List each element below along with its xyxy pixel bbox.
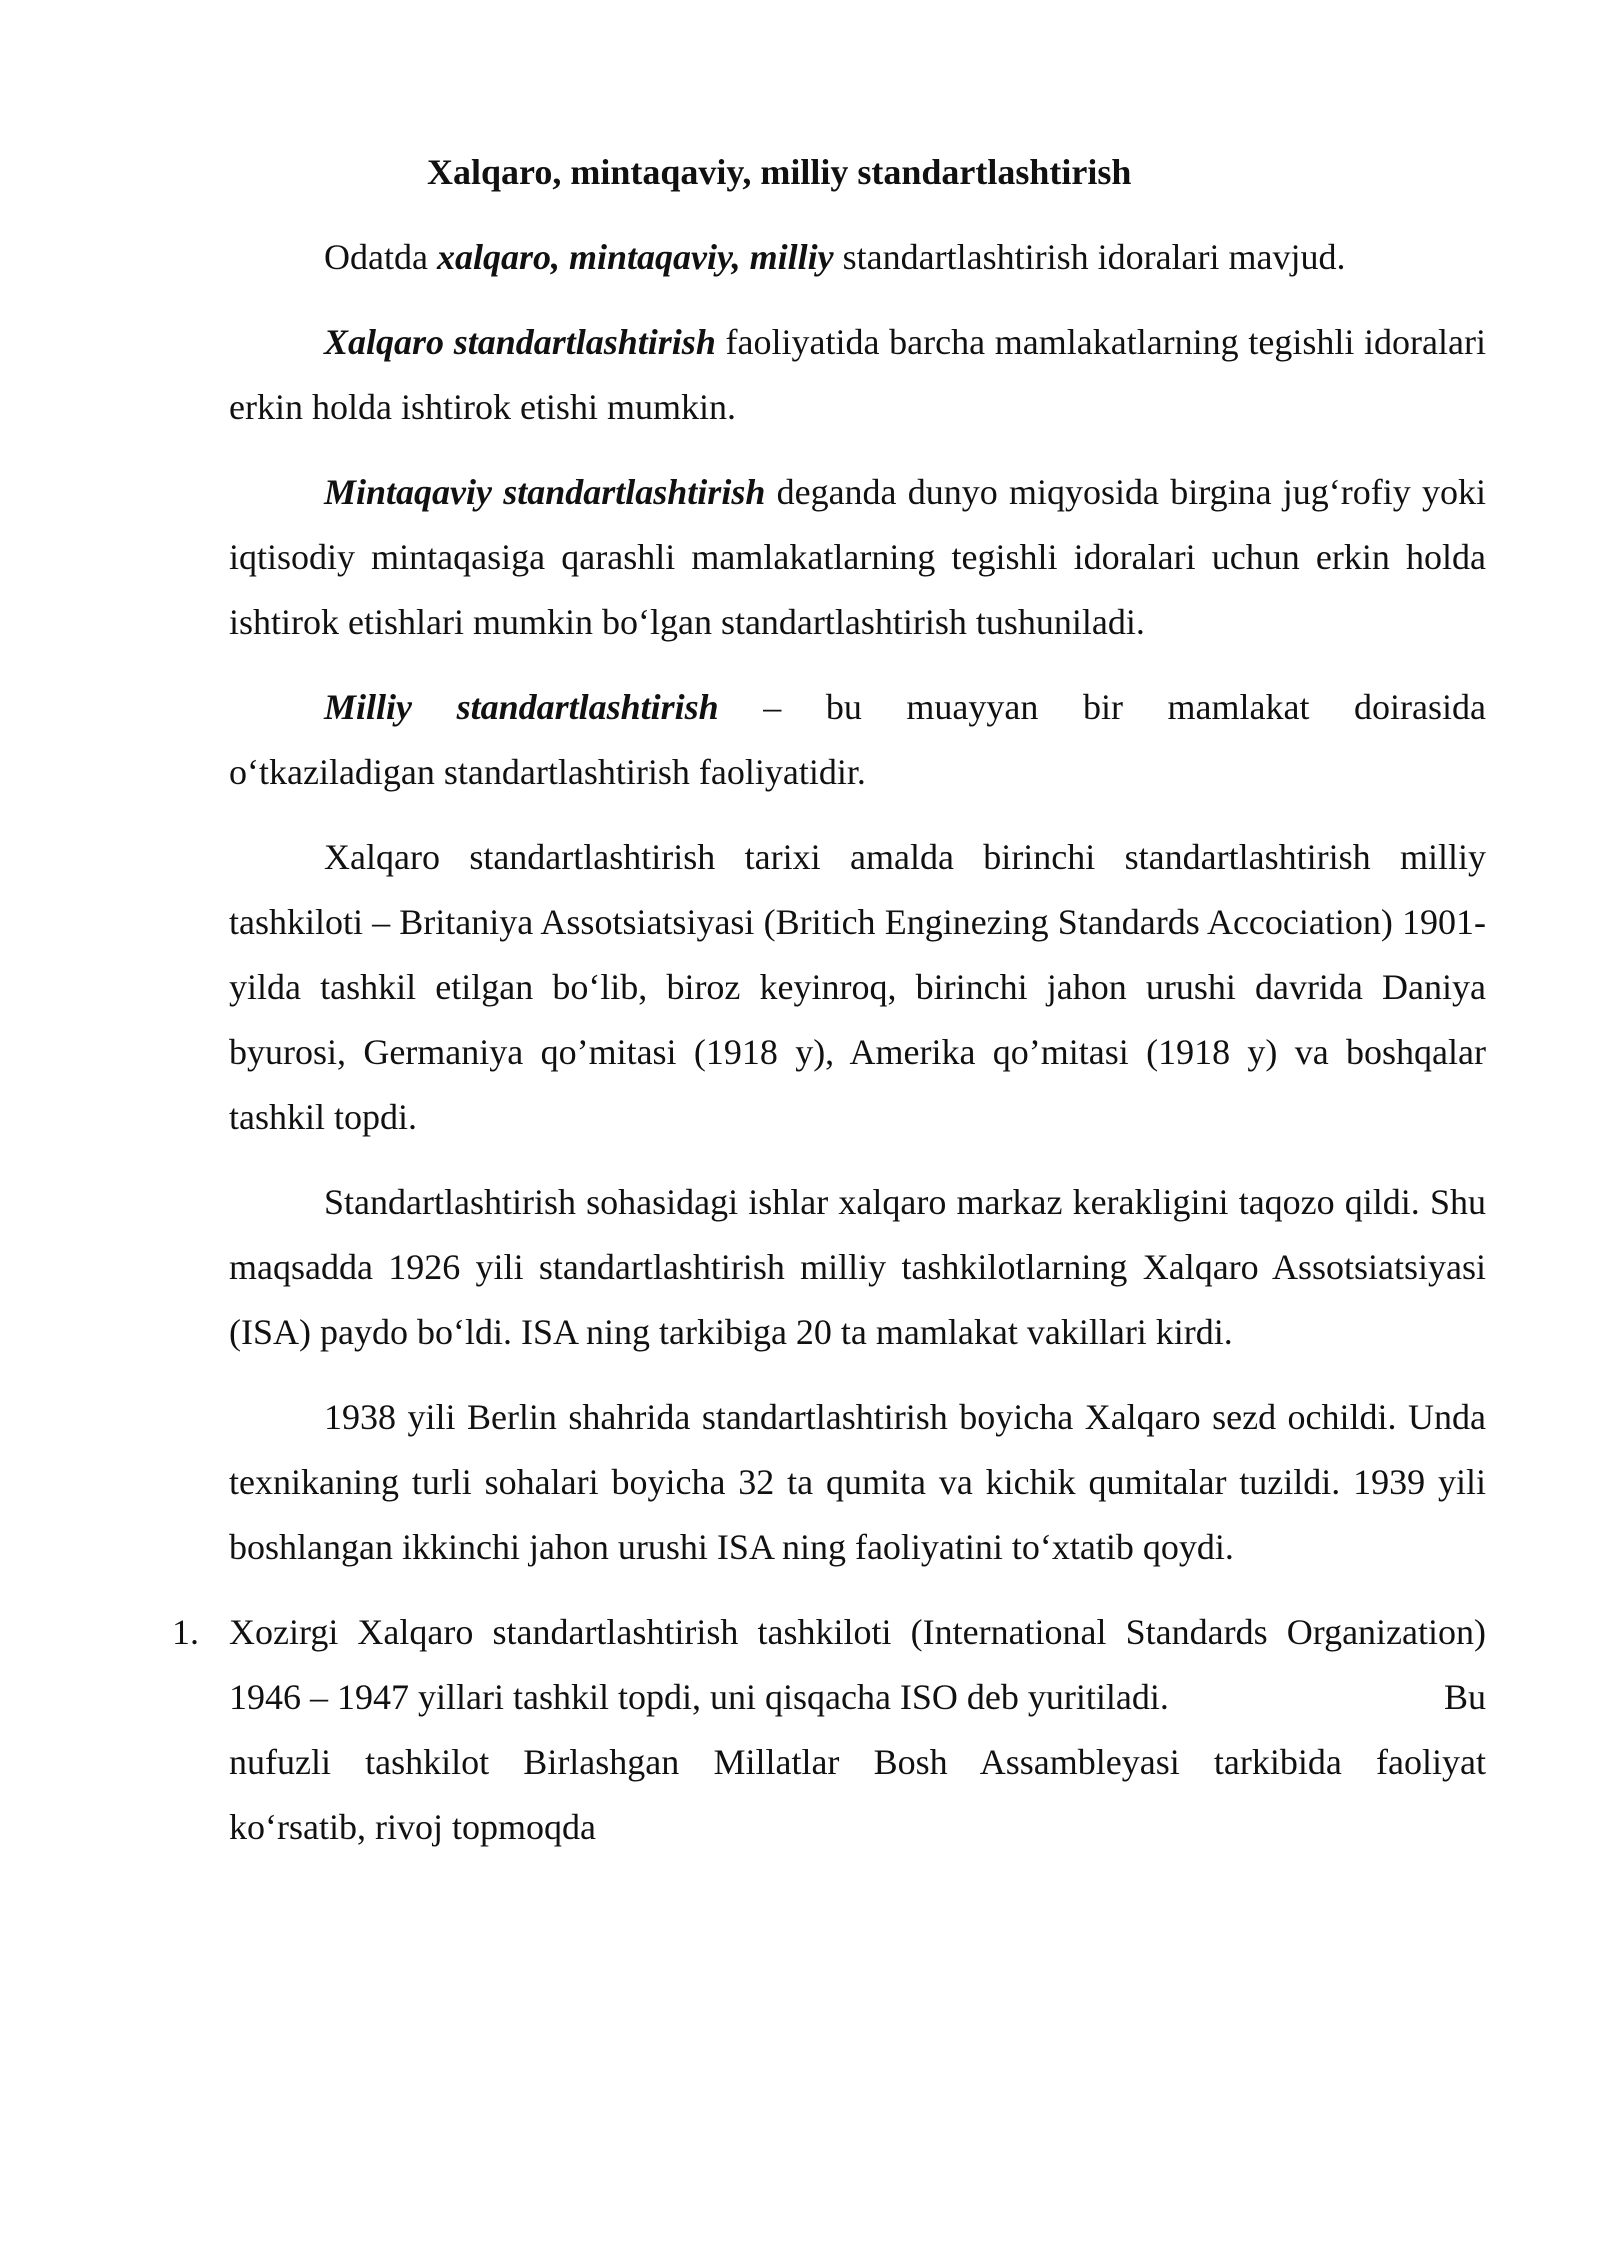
paragraph-isa: Standartlashtirish sohasidagi ishlar xalqaro markaz kerakligini taqozo qildi. Shu maqsadda 1926 yili standartlashtirish milliy tashkilotlarning Xalqaro Assotsiatsiyasi (ISA) paydo bo‘ldi. ISA ning tarkibiga 20 ta mamlakat vakillari kirdi. [229,1182,1486,1352]
mintaqaviy-definition: deganda dunyo miqyosida birgina jug‘rofiy yoki iqtisodiy mintaqasiga qarashli mamlakatlarning tegishli idoralari uchun erkin holda ishtirok etishlari mumkin bo‘lgan standartlashtirish tushuniladi. [229,472,1486,642]
milliy-line-2: o‘tkaziladigan standartlashtirish faoliyatidir. [229,752,866,792]
milliy-line-1 [229,675,1486,740]
milliy-definition: – bu muayyan bir mamlakat doirasida [718,687,1486,727]
paragraph-berlin: 1938 yili Berlin shahrida standartlashtirish boyicha Xalqaro sezd ochildi. Unda texnikaning turli sohalari boyicha 32 ta qumita va kichik qumitalar tuzildi. 1939 yili boshlangan ikkinchi jahon urushi ISA ning faoliyatini to‘xtatib qoydi. [229,1397,1486,1567]
paragraph-mintaqaviy [229,460,1486,655]
list-line-2-left: 1946 – 1947 yillari tashkil topdi, uni qisqacha ISO deb yuritiladi. [229,1677,1169,1717]
paragraph-milliy [229,675,1486,805]
mintaqaviy-term: Mintaqaviy standartlashtirish [324,472,766,512]
list-line-2-right: Bu [1443,1677,1486,1717]
milliy-term: Milliy standartlashtirish [324,687,719,727]
list-line-1: Xozirgi Xalqaro standartlashtirish tashkiloti (International Standards Organization) [229,1612,1486,1652]
document-body [172,140,1486,1860]
list-line-3: nufuzli tashkilot Birlashgan Millatlar Bosh Assambleyasi tarkibida faoliyat [229,1742,1486,1782]
xalqaro-term: Xalqaro standartlashtirish [324,322,716,362]
paragraph-intro [229,225,1486,290]
intro-emphasis: xalqaro, mintaqaviy, milliy [436,237,834,277]
list-line-4: ko‘rsatib, rivoj topmoqda [229,1807,596,1847]
list-line-2 [229,1665,1486,1730]
list-number: 1. [172,1612,199,1652]
paragraph-xalqaro [229,310,1486,440]
intro-text-before: Odatda [324,237,437,277]
paragraph-history: Xalqaro standartlashtirish tarixi amalda birinchi standartlashtirish milliy tashkiloti – Britaniya Assotsiatsiyasi (Britich Enginezing Standards Accociation) 1901-yilda tashkil etilgan bo‘lib, biroz keyinroq, birinchi jahon urushi davrida Daniya byurosi, Germaniya qo’mitasi (1918 y), Amerika qo’mitasi (1918 y) va boshqalar tashkil topdi. [229,837,1486,1137]
list-item-iso [172,1600,1486,1860]
xalqaro-definition: faoliyatida barcha mamlakatlarning tegishli idoralari erkin holda ishtirok etishi mumkin. [229,322,1486,427]
document-title: Xalqaro, mintaqaviy, milliy standartlashtirish [427,152,1132,192]
intro-text-after: standartlashtirish idoralari mavjud. [833,237,1346,277]
